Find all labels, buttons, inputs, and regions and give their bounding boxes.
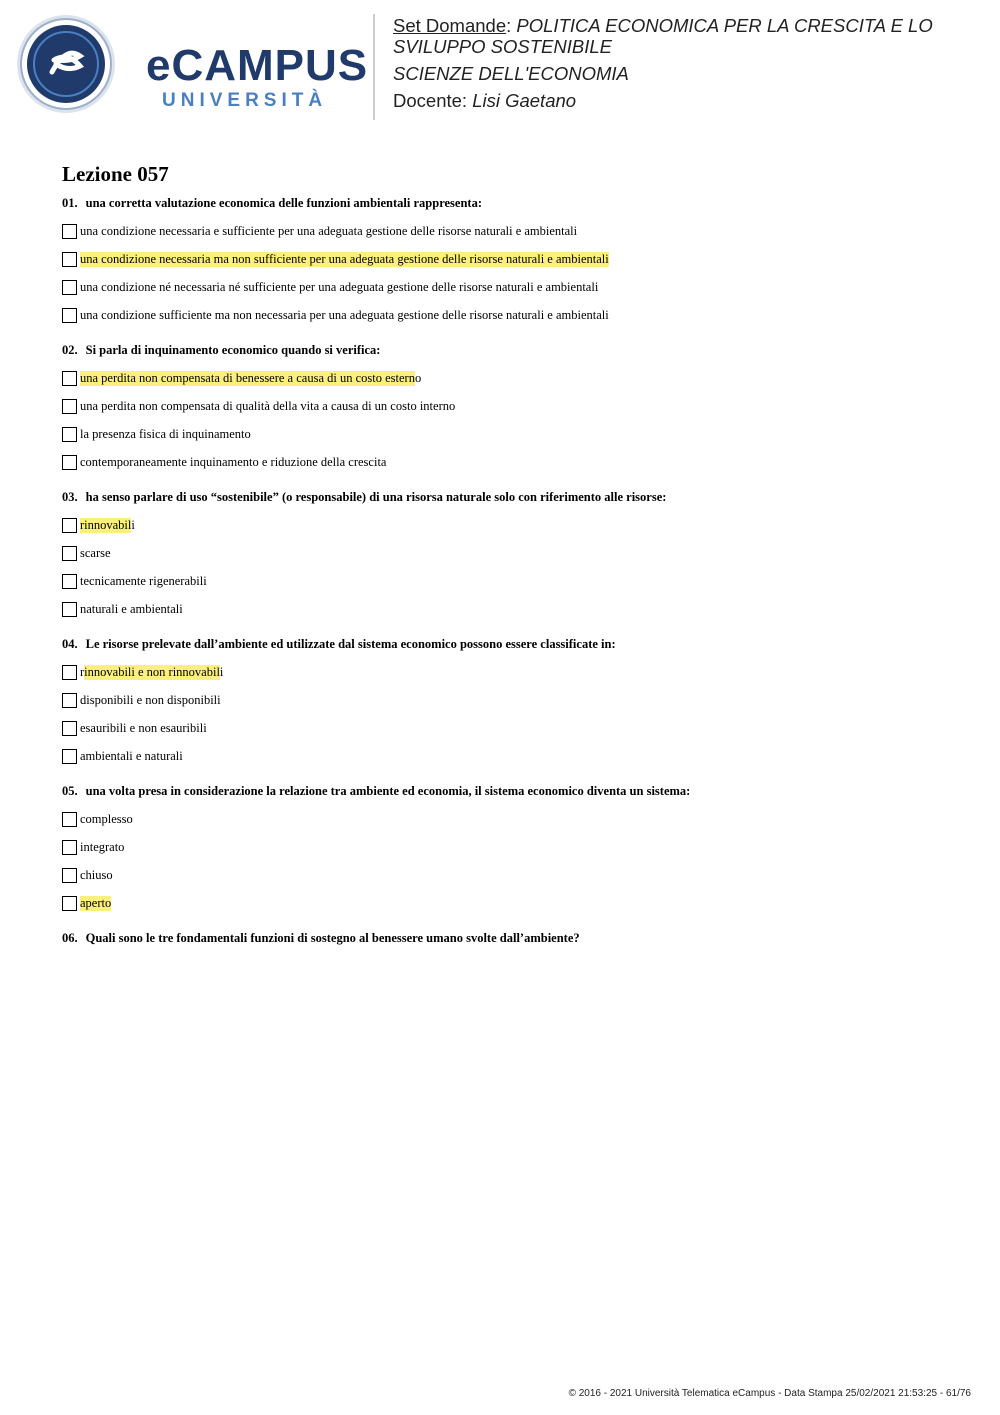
answer-checkbox[interactable] [62,252,77,267]
answer-checkbox[interactable] [62,868,77,883]
question-number: 06. [62,931,78,945]
question-4 [62,637,982,770]
logo-subtitle: UNIVERSITÀ [162,90,328,111]
answer-text: o [414,370,422,385]
answer-text: tecnicamente rigenerabili [80,573,207,588]
answer-checkbox[interactable] [62,812,77,827]
answer-checkbox[interactable] [62,546,77,561]
answer-checkbox[interactable] [62,840,77,855]
course-title-part-2: SVILUPPO SOSTENIBILE [393,36,612,57]
answer-option[interactable] [62,217,982,245]
answer-text: la presenza fisica di inquinamento [80,426,251,441]
answer-text: ambientali e naturali [80,748,183,763]
answer-option[interactable] [62,301,982,329]
answer-text: una condizione sufficiente ma non necessaria per una adeguata gestione delle risorse naturali e ambientali [80,307,609,322]
teacher-line [393,90,983,111]
answer-option[interactable] [62,420,982,448]
answer-option[interactable] [62,539,982,567]
answer-text: r [80,664,85,679]
header-divider [373,14,375,120]
course-title-line-2 [393,36,983,57]
question-number: 05. [62,784,78,798]
answer-text: una condizione necessaria e sufficiente per una adeguata gestione delle risorse naturali e ambientali [80,223,578,238]
answer-option[interactable] [62,805,982,833]
header-info [393,15,983,111]
answer-checkbox[interactable] [62,308,77,323]
answer-text-highlighted: aperto [80,895,112,910]
answer-checkbox[interactable] [62,749,77,764]
answer-checkbox[interactable] [62,280,77,295]
answer-option[interactable] [62,658,982,686]
answer-text: i [131,517,135,532]
answer-text: una condizione né necessaria né sufficiente per una adeguata gestione delle risorse naturali e ambientali [80,279,599,294]
answer-checkbox[interactable] [62,399,77,414]
question-label: Si parla di inquinamento economico quando si verifica: [85,343,381,357]
answer-text: integrato [80,839,125,854]
answer-option[interactable] [62,686,982,714]
question-text [62,343,982,358]
question-number: 03. [62,490,78,504]
question-3 [62,490,982,623]
answer-text-highlighted: rinnovabil [80,517,132,532]
lesson-content [62,162,982,960]
question-label: una volta presa in considerazione la relazione tra ambiente ed economia, il sistema economico diventa un sistema: [85,784,691,798]
answer-option[interactable] [62,364,982,392]
answer-option[interactable] [62,273,982,301]
answer-checkbox[interactable] [62,371,77,386]
question-text [62,931,982,946]
answer-option[interactable] [62,714,982,742]
answer-text: chiuso [80,867,113,882]
answer-checkbox[interactable] [62,224,77,239]
question-text [62,637,982,652]
answer-option[interactable] [62,448,982,476]
answer-text: contemporaneamente inquinamento e riduzione della crescita [80,454,387,469]
question-1 [62,196,982,329]
answer-text: naturali e ambientali [80,601,183,616]
answer-checkbox[interactable] [62,693,77,708]
faculty-line [393,63,983,84]
course-title-part-1: POLITICA ECONOMICA PER LA CRESCITA E LO [516,15,933,36]
teacher-label: Docente: [393,90,468,111]
question-list [62,196,982,946]
course-title-line: Set Domande: POLITICA ECONOMICA PER LA CRESCITA E LO [393,15,933,36]
question-label: Le risorse prelevate dall’ambiente ed utilizzate dal sistema economico possono essere classificate in: [85,637,616,651]
set-label: Set Domande [393,15,507,36]
answer-checkbox[interactable] [62,518,77,533]
answer-checkbox[interactable] [62,602,77,617]
answer-checkbox[interactable] [62,721,77,736]
answer-text: scarse [80,545,111,560]
answer-text: una perdita non compensata di qualità della vita a causa di un costo interno [80,398,456,413]
answer-text-highlighted: una perdita non compensata di benessere a causa di un costo estern [80,370,415,385]
answer-option[interactable] [62,595,982,623]
teacher-name: Lisi Gaetano [472,90,577,111]
answer-text-highlighted: una condizione necessaria ma non sufficiente per una adeguata gestione delle risorse naturali e ambientali [80,251,609,266]
faculty-name: SCIENZE DELL'ECONOMIA [393,63,629,84]
question-number: 04. [62,637,78,651]
question-label: ha senso parlare di uso “sostenibile” (o responsabile) di una risorsa naturale solo con riferimento alle risorse: [85,490,667,504]
answer-option[interactable] [62,889,982,917]
question-number: 01. [62,196,78,210]
question-text [62,784,982,799]
page-footer: © 2016 - 2021 Università Telematica eCampus - Data Stampa 25/02/2021 21:53:25 - 61/76 [568,1388,971,1399]
ecampus-logo [16,14,369,116]
question-5 [62,784,982,917]
logo-wordmark: eCAMPUS [146,41,369,90]
answer-option[interactable] [62,392,982,420]
question-6 [62,931,982,946]
answer-option[interactable] [62,742,982,770]
answer-option[interactable] [62,567,982,595]
answer-option[interactable] [62,245,982,273]
answer-text: i [219,664,224,679]
answer-option[interactable] [62,833,982,861]
answer-option[interactable] [62,861,982,889]
answer-text: complesso [80,811,133,826]
question-number: 02. [62,343,78,357]
answer-checkbox[interactable] [62,665,77,680]
answer-checkbox[interactable] [62,574,77,589]
answer-option[interactable] [62,511,982,539]
answer-checkbox[interactable] [62,427,77,442]
answer-text: esauribili e non esauribili [80,720,207,735]
question-label: una corretta valutazione economica delle funzioni ambientali rappresenta: [85,196,482,210]
answer-text-highlighted: innovabili e non rinnovabil [84,664,220,679]
university-seal-icon [16,14,116,114]
answer-text: disponibili e non disponibili [80,692,221,707]
lesson-title: Lezione 057 [62,162,169,186]
answer-checkbox[interactable] [62,455,77,470]
answer-checkbox[interactable] [62,896,77,911]
question-text [62,490,982,505]
question-label: Quali sono le tre fondamentali funzioni di sostegno al benessere umano svolte dall’ambiente? [85,931,580,945]
question-text [62,196,982,211]
question-2 [62,343,982,476]
